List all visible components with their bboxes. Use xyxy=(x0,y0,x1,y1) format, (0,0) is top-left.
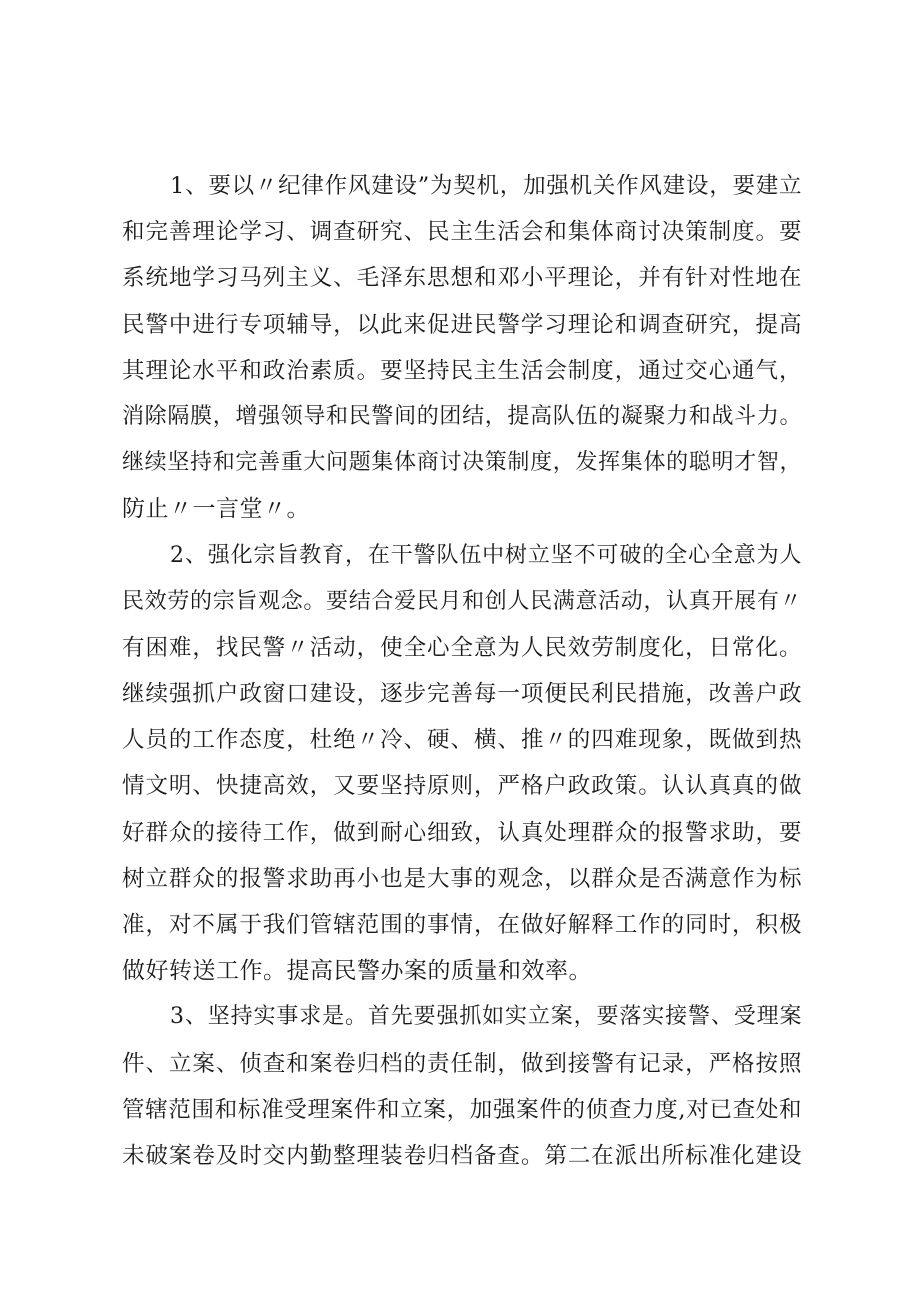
text-line: 系统地学习马列主义、毛泽东思想和邓小平理论，并有针对性地在 xyxy=(122,265,802,292)
text-line: 做好转送工作。提高民警办案的质量和效率。 xyxy=(122,958,592,985)
text-line: 人员的工作态度，杜绝〃冷、硬、横、推〃的四难现象，既做到热 xyxy=(122,727,802,754)
text-line: 其理论水平和政治素质。要坚持民主生活会制度，通过交心通气， xyxy=(122,357,802,384)
text-line: 情文明、快捷高效，又要坚持原则，严格户政政策。认认真真的做 xyxy=(122,773,802,800)
text-line: 有困难，找民警〃活动，使全心全意为人民效劳制度化，日常化。 xyxy=(122,634,802,661)
paragraph-3 xyxy=(122,994,802,1179)
paragraph-1 xyxy=(122,163,802,533)
text-line: 继续坚持和完善重大问题集体商讨决策制度，发挥集体的聪明才智， xyxy=(122,450,802,476)
text-line: 管辖范围和标准受理案件和立案，加强案件的侦查力度,对已查处和 xyxy=(122,1096,802,1123)
text-line: 树立群众的报警求助再小也是大事的观念，以群众是否满意作为标 xyxy=(122,865,802,892)
text-line: 继续强抓户政窗口建设，逐步完善每一项便民利民措施，改善户政 xyxy=(122,681,802,708)
paragraph-2 xyxy=(122,533,802,995)
text-line: 和完善理论学习、调查研究、民主生活会和集体商讨决策制度。要 xyxy=(122,219,802,246)
text-line: 防止〃一言堂〃。 xyxy=(122,496,310,523)
text-line: 件、立案、侦查和案卷归档的责任制，做到接警有记录，严格按照 xyxy=(122,1050,802,1077)
text-line: 未破案卷及时交内勤整理装卷归档备查。第二在派出所标准化建设 xyxy=(122,1142,802,1169)
text-line: 民警中进行专项辅导，以此来促进民警学习理论和调查研究，提高 xyxy=(122,311,802,338)
text-line: 3、坚持实事求是。首先要强抓如实立案，要落实接警、受理案 xyxy=(170,1004,802,1030)
text-line: 消除隔膜，增强领导和民警间的团结，提高队伍的凝聚力和战斗力。 xyxy=(122,403,802,429)
document-body xyxy=(122,163,802,1179)
text-line: 准，对不属于我们管辖范围的事情，在做好解释工作的同时，积极 xyxy=(122,912,802,938)
text-line: 民效劳的宗旨观念。要结合爱民月和创人民满意活动，认真开展有〃 xyxy=(122,588,802,614)
text-line: 2、强化宗旨教育，在干警队伍中树立坚不可破的全心全意为人 xyxy=(170,542,802,568)
text-line: 1、要以〃纪律作风建设”为契机，加强机关作风建设，要建立 xyxy=(170,173,802,199)
text-line: 好群众的接待工作，做到耐心细致，认真处理群众的报警求助，要 xyxy=(122,819,802,846)
